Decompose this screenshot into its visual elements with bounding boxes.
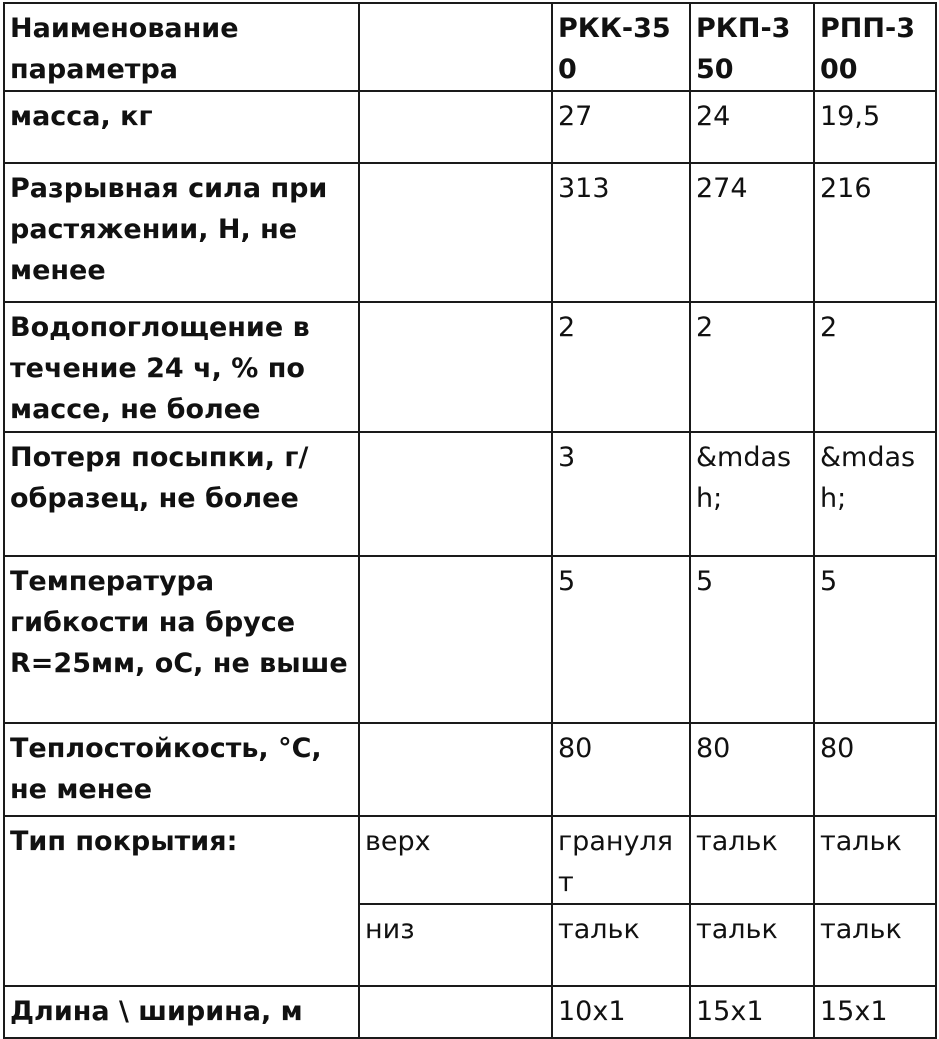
header-param-name: Наименование параметра [4, 3, 359, 91]
table-row [4, 432, 936, 556]
coating-top-rkk-350: гранулят [552, 816, 690, 904]
row-value-rkk-350: 5 [552, 556, 690, 723]
coating-row-top [4, 816, 936, 904]
row-value-rpp-300: 2 [814, 302, 936, 432]
row-name: Разрывная сила при растяжении, Н, не менее [4, 163, 359, 302]
row-value-rkk-350: 3 [552, 432, 690, 556]
row-value-rkp-350: 2 [690, 302, 814, 432]
row-name: Водопоглощение в течение 24 ч, % по массе, не более [4, 302, 359, 432]
coating-sub-bottom: низ [359, 904, 552, 986]
row-sub [359, 432, 552, 556]
length-rpp-300: 15х1 [814, 986, 936, 1038]
row-name: Теплостойкость, °С, не менее [4, 723, 359, 816]
row-value-rpp-300: &mdash; [814, 432, 936, 556]
row-name: Потеря посыпки, г/образец, не более [4, 432, 359, 556]
row-sub [359, 556, 552, 723]
coating-bottom-rkp-350: тальк [690, 904, 814, 986]
row-value-rpp-300: 80 [814, 723, 936, 816]
table-row [4, 302, 936, 432]
header-col-rpp-300: РПП-300 [814, 3, 936, 91]
row-value-rpp-300: 19,5 [814, 91, 936, 163]
coating-name: Тип покрытия: [4, 816, 359, 986]
header-col-rkk-350: РКК-350 [552, 3, 690, 91]
row-value-rkp-350: 24 [690, 91, 814, 163]
coating-top-rkp-350: тальк [690, 816, 814, 904]
row-value-rkk-350: 313 [552, 163, 690, 302]
table-row [4, 163, 936, 302]
table-row [4, 723, 936, 816]
row-sub [359, 91, 552, 163]
length-rkp-350: 15х1 [690, 986, 814, 1038]
row-name: Температура гибкости на брусе R=25мм, оС, не выше [4, 556, 359, 723]
row-value-rkp-350: &mdash; [690, 432, 814, 556]
row-value-rkk-350: 27 [552, 91, 690, 163]
specifications-table [3, 2, 937, 1039]
header-sub [359, 3, 552, 91]
row-value-rkk-350: 2 [552, 302, 690, 432]
row-sub [359, 302, 552, 432]
row-name: масса, кг [4, 91, 359, 163]
coating-sub-top: верх [359, 816, 552, 904]
table-row [4, 556, 936, 723]
table-row [4, 91, 936, 163]
row-value-rkp-350: 5 [690, 556, 814, 723]
row-value-rkk-350: 80 [552, 723, 690, 816]
row-value-rkp-350: 274 [690, 163, 814, 302]
row-value-rkp-350: 80 [690, 723, 814, 816]
coating-bottom-rkk-350: тальк [552, 904, 690, 986]
header-row [4, 3, 936, 91]
row-sub [359, 163, 552, 302]
coating-bottom-rpp-300: тальк [814, 904, 936, 986]
length-rkk-350: 10х1 [552, 986, 690, 1038]
row-sub [359, 723, 552, 816]
row-value-rpp-300: 216 [814, 163, 936, 302]
length-name: Длина \ ширина, м [4, 986, 359, 1038]
header-col-rkp-350: РКП-350 [690, 3, 814, 91]
length-sub [359, 986, 552, 1038]
length-row [4, 986, 936, 1038]
row-value-rpp-300: 5 [814, 556, 936, 723]
coating-top-rpp-300: тальк [814, 816, 936, 904]
